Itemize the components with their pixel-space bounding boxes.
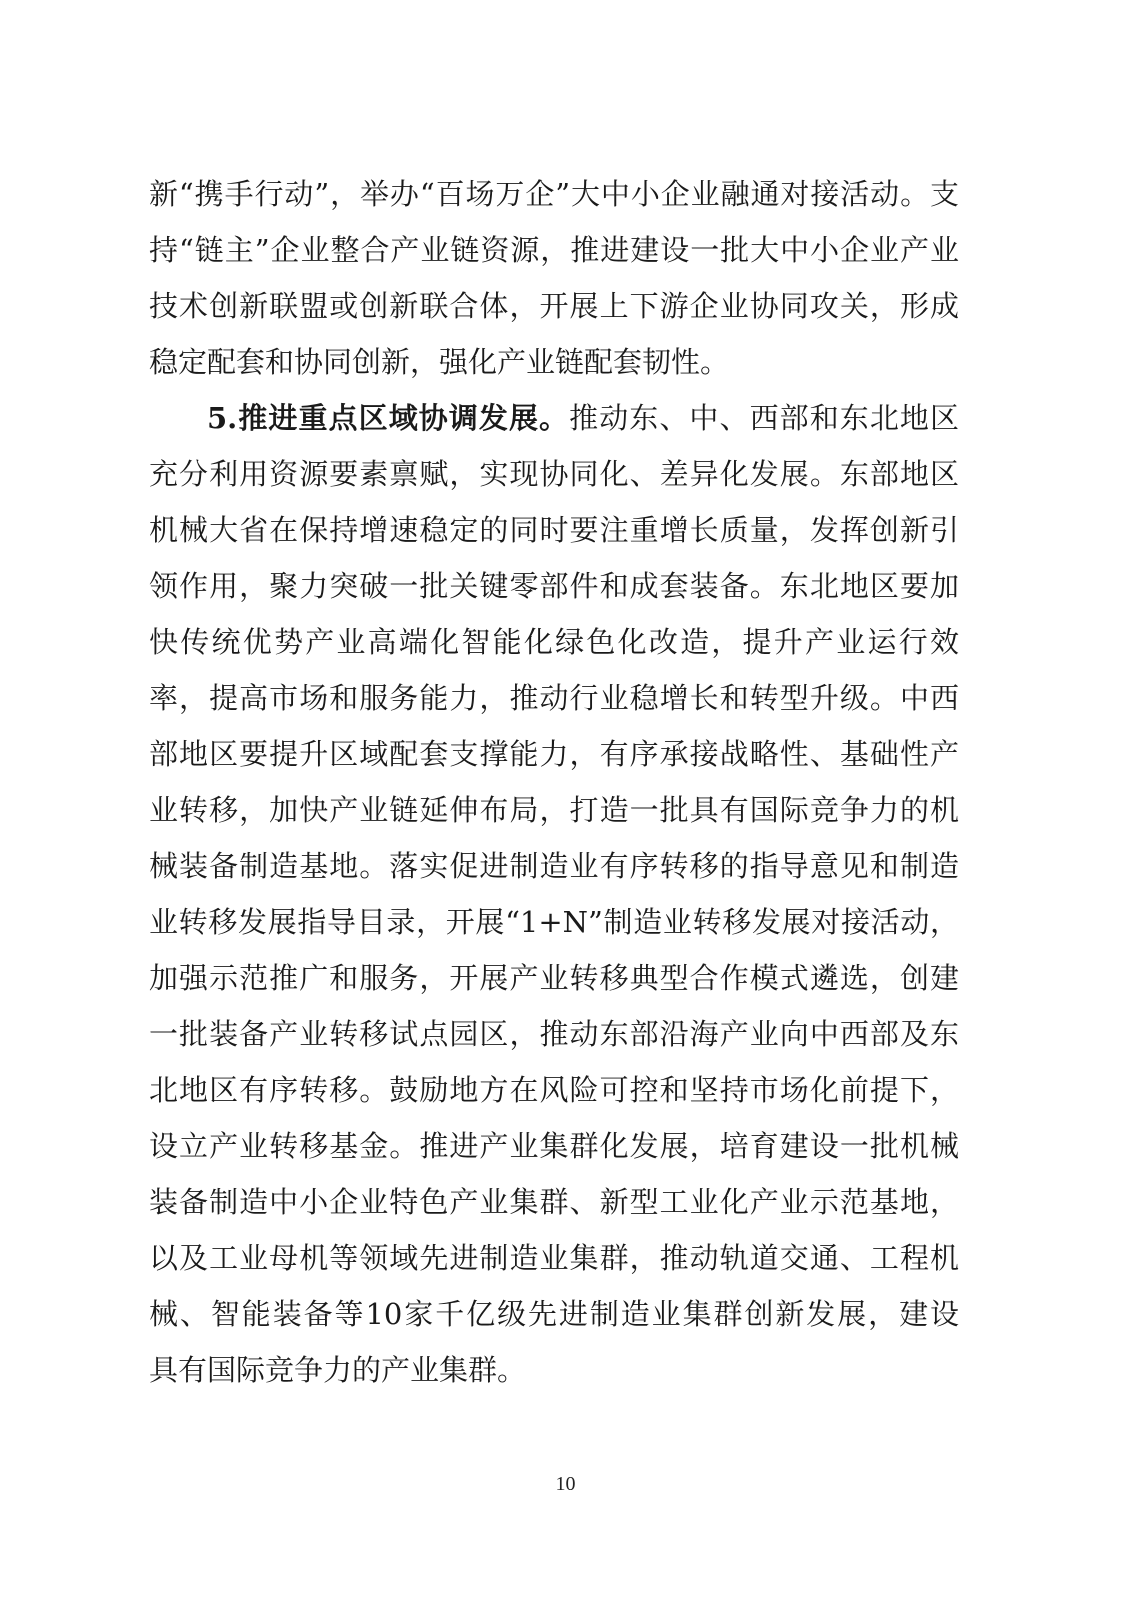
paragraph2-line: 机械大省在保持增速稳定的同时要注重增长质量，发挥创新引 [149,513,959,547]
paragraph2-line: 充分利用资源要素禀赋，实现协同化、差异化发展。东部地区 [149,457,959,491]
page-number: 10 [555,1473,576,1495]
paragraph1-line: 技术创新联盟或创新联合体，开展上下游企业协同攻关，形成 [149,289,959,323]
paragraph1-line: 稳定配套和协同创新，强化产业链配套韧性。 [149,345,730,379]
paragraph2-line: 一批装备产业转移试点园区，推动东部沿海产业向中西部及东 [149,1017,959,1051]
paragraph2-line: 业转移，加快产业链延伸布局，打造一批具有国际竞争力的机 [149,793,959,827]
paragraph2-line: 装备制造中小企业特色产业集群、新型工业化产业示范基地， [149,1185,959,1219]
paragraph1-line: 持“链主”企业整合产业链资源，推进建设一批大中小企业产业 [149,233,959,267]
paragraph2-line: 业转移发展指导目录，开展“1+N”制造业转移发展对接活动， [149,905,959,939]
paragraph2-line: 具有国际竞争力的产业集群。 [149,1353,527,1387]
paragraph2-line: 部地区要提升区域配套支撑能力，有序承接战略性、基础性产 [149,737,959,771]
paragraph2-first-line-text: 推动东、中、西部和东北地区 [569,401,959,435]
section-heading: 5.推进重点区域协调发展。 [207,401,570,435]
paragraph2-line: 北地区有序转移。鼓励地方在风险可控和坚持市场化前提下， [149,1073,959,1107]
paragraph2-line: 设立产业转移基金。推进产业集群化发展，培育建设一批机械 [149,1129,959,1163]
paragraph2-line: 加强示范推广和服务，开展产业转移典型合作模式遴选，创建 [149,961,959,995]
paragraph2-first-line [207,390,959,446]
paragraph2-line: 领作用，聚力突破一批关键零部件和成套装备。东北地区要加 [149,569,959,603]
paragraph1-line: 新“携手行动”，举办“百场万企”大中小企业融通对接活动。支 [149,177,959,211]
paragraph2-line: 快传统优势产业高端化智能化绿色化改造，提升产业运行效 [149,625,959,659]
paragraph2-line: 械装备制造基地。落实促进制造业有序转移的指导意见和制造 [149,849,959,883]
paragraph2-line: 以及工业母机等领域先进制造业集群，推动轨道交通、工程机 [149,1241,959,1275]
paragraph2-line: 率，提高市场和服务能力，推动行业稳增长和转型升级。中西 [149,681,959,715]
paragraph2-line: 械、智能装备等10家千亿级先进制造业集群创新发展，建设 [149,1297,959,1331]
